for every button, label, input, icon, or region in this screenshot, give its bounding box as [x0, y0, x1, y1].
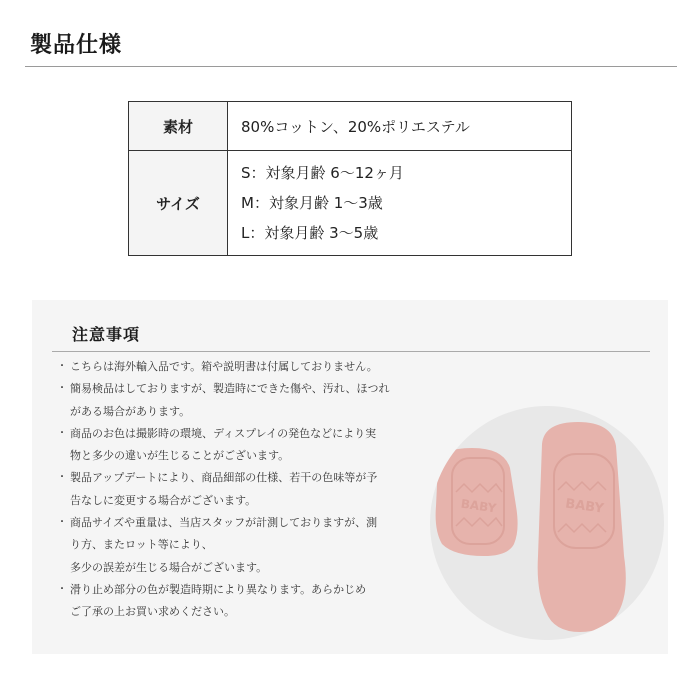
product-photo: [430, 406, 664, 640]
notes-divider: [52, 351, 650, 352]
list-item: [62, 378, 412, 423]
spec-table: [128, 101, 572, 256]
list-item: [62, 423, 412, 468]
note-line: ・ 商品サイズや重量は、当店スタッフが計測しておりますが、測: [70, 516, 378, 530]
note-line: ・ 製品アップデートにより、商品細部の仕様、若干の色味等が予: [70, 471, 378, 485]
note-line: がある場合があります。: [70, 404, 191, 418]
note-line: 告なしに変更する場合がございます。: [70, 493, 257, 507]
title-divider: [25, 66, 677, 67]
note-line: 多少の誤差が生じる場合がございます。: [70, 560, 268, 574]
note-line: 物と多少の違いが生じることがございます。: [70, 449, 290, 463]
note-line: ご了承の上お買い求めください。: [70, 605, 235, 619]
note-line: ・ 商品のお色は撮影時の環境、ディスプレイの発色などにより実: [70, 426, 377, 440]
size-value: [228, 151, 572, 256]
material-value: 80%コットン、20%ポリエステル: [228, 102, 572, 151]
small-sock-print-text: BABY: [459, 496, 498, 516]
list-item: [62, 356, 412, 378]
large-sock-print-text: BABY: [564, 496, 605, 517]
note-line: ・ 滑り止め部分の色が製造時期により異なります。あらかじめ: [70, 582, 367, 596]
notes-title: 注意事項: [72, 325, 141, 344]
material-label: 素材: [129, 102, 228, 151]
size-line-l: L：対象月齢 3〜5歳: [241, 224, 379, 242]
spec-row-size: [129, 151, 572, 256]
size-line-s: S：対象月齢 6〜12ヶ月: [241, 164, 404, 182]
list-item: [62, 579, 412, 624]
size-line-m: M：対象月齢 1〜3歳: [241, 194, 383, 212]
note-line: ・ こちらは海外輸入品です。箱や説明書は付属しておりません。: [70, 360, 378, 373]
page-title: 製品仕様: [30, 33, 123, 58]
list-item: [62, 467, 412, 512]
spec-row-material: [129, 102, 572, 151]
list-item: [62, 512, 412, 579]
note-line: ・ 簡易検品はしておりますが、製造時にできた傷や、汚れ、ほつれ: [70, 382, 390, 396]
note-line: り方、またロット等により、: [70, 538, 213, 552]
size-label: サイズ: [129, 151, 228, 256]
socks-illustration: [430, 406, 664, 640]
notes-list: [62, 356, 412, 624]
